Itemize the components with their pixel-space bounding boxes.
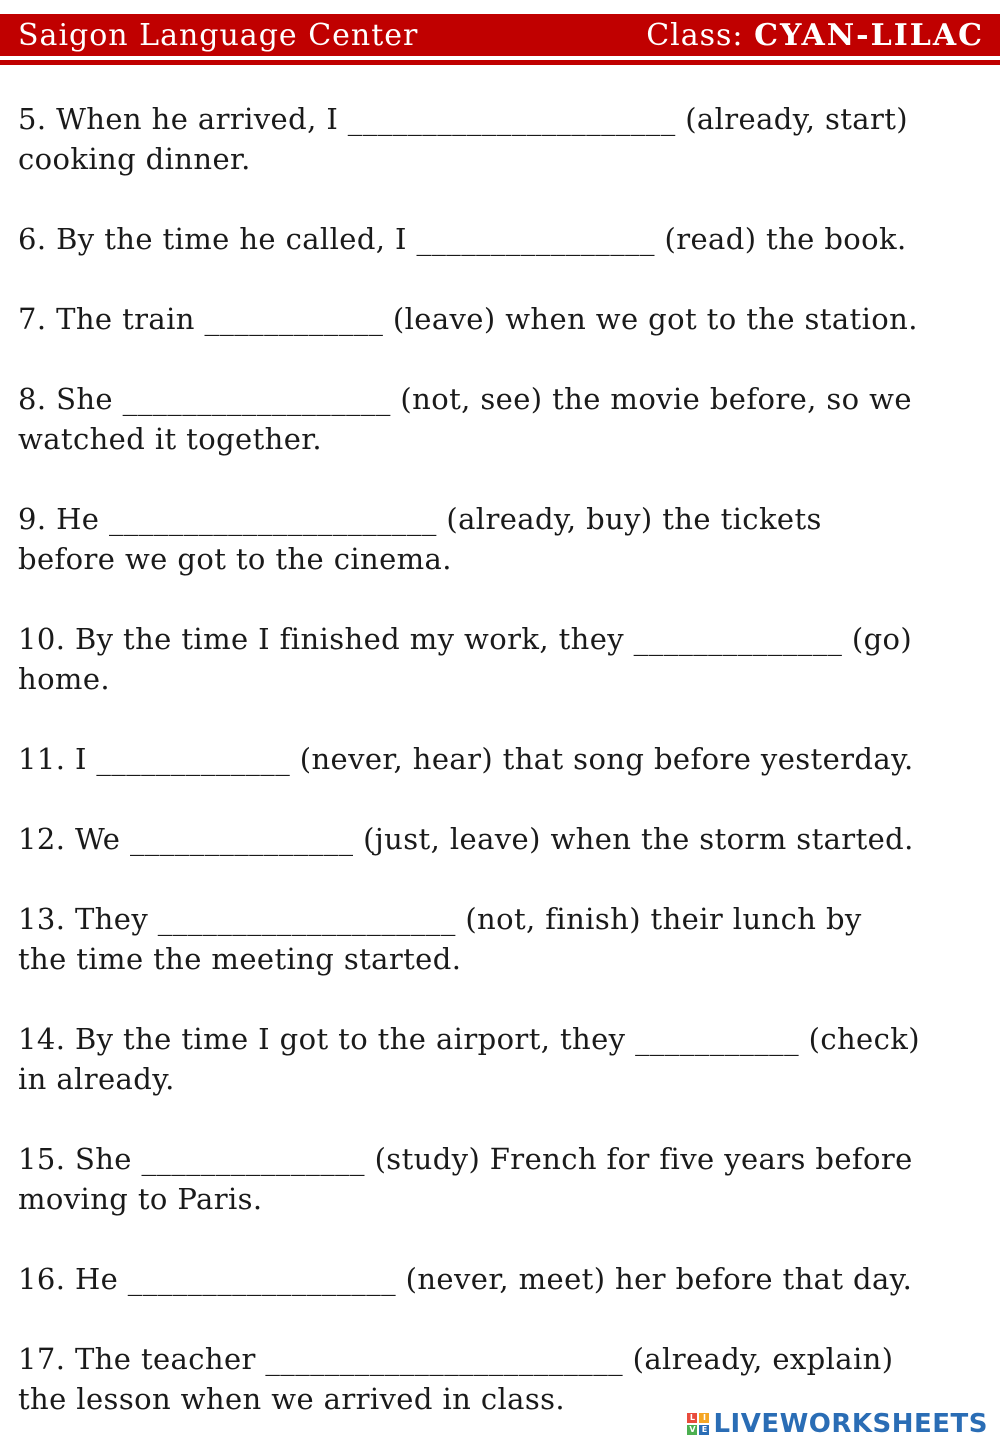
question-text-line: 13. They ____________________ (not, finish) their lunch by: [18, 902, 862, 936]
question-text-line: 11. I _____________ (never, hear) that song before yesterday.: [18, 742, 914, 776]
question-text-line: moving to Paris.: [18, 1182, 263, 1216]
question-text-line: in already.: [18, 1062, 175, 1096]
liveworksheets-logo-icon: [687, 1413, 709, 1435]
question-spacer: [18, 179, 993, 219]
logo-text: LIVEWORKSHEETS: [713, 1409, 988, 1439]
question-item: [18, 1019, 993, 1099]
question-item: [18, 1139, 993, 1219]
question-text-line: 17. The teacher ________________________ (already, explain): [18, 1342, 894, 1376]
question-item: [18, 1259, 993, 1299]
question-text-line: the lesson when we arrived in class.: [18, 1382, 566, 1416]
liveworksheets-logo: [687, 1408, 988, 1440]
logo-mark-tile: E: [699, 1425, 709, 1435]
question-item: [18, 499, 993, 579]
class-label: Class:: [646, 18, 744, 53]
class-info: [646, 18, 984, 54]
question-list: [18, 99, 993, 1419]
logo-mark-tile: L: [687, 1413, 697, 1423]
question-item: [18, 739, 993, 779]
question-text-line: 14. By the time I got to the airport, they ___________ (check): [18, 1022, 920, 1056]
question-text-line: 12. We _______________ (just, leave) when the storm started.: [18, 822, 914, 856]
question-spacer: [18, 779, 993, 819]
question-text-line: watched it together.: [18, 422, 323, 456]
question-spacer: [18, 1099, 993, 1139]
question-text-line: 8. She __________________ (not, see) the movie before, so we: [18, 382, 912, 416]
question-spacer: [18, 1299, 993, 1339]
question-item: [18, 1339, 993, 1419]
question-text-line: 15. She _______________ (study) French for five years before: [18, 1142, 913, 1176]
question-spacer: [18, 859, 993, 899]
question-spacer: [18, 579, 993, 619]
question-item: [18, 379, 993, 459]
header-divider: [0, 60, 1000, 65]
question-item: [18, 819, 993, 859]
question-text-line: cooking dinner.: [18, 142, 251, 176]
question-item: [18, 219, 993, 259]
question-text-line: 16. He __________________ (never, meet) her before that day.: [18, 1262, 913, 1296]
question-item: [18, 899, 993, 979]
question-text-line: before we got to the cinema.: [18, 542, 452, 576]
question-spacer: [18, 979, 993, 1019]
question-text-line: 6. By the time he called, I ________________ (read) the book.: [18, 222, 907, 256]
logo-mark-tile: V: [689, 1425, 696, 1434]
page-header: [0, 14, 1000, 56]
question-item: [18, 99, 993, 179]
question-spacer: [18, 699, 993, 739]
center-name: Saigon Language Center: [18, 18, 419, 53]
question-text-line: 7. The train ____________ (leave) when we got to the station.: [18, 302, 918, 336]
question-spacer: [18, 459, 993, 499]
question-spacer: [18, 1219, 993, 1259]
question-text-line: 5. When he arrived, I ______________________ (already, start): [18, 102, 908, 136]
question-text-line: the time the meeting started.: [18, 942, 462, 976]
question-item: [18, 299, 993, 339]
logo-mark-tile: I: [699, 1413, 709, 1423]
question-text-line: 9. He ______________________ (already, buy) the tickets: [18, 502, 822, 536]
question-item: [18, 619, 993, 699]
question-text-line: 10. By the time I finished my work, they ______________ (go): [18, 622, 913, 656]
question-spacer: [18, 339, 993, 379]
class-name: CYAN-LILAC: [754, 18, 984, 53]
question-spacer: [18, 259, 993, 299]
question-text-line: home.: [18, 662, 111, 696]
